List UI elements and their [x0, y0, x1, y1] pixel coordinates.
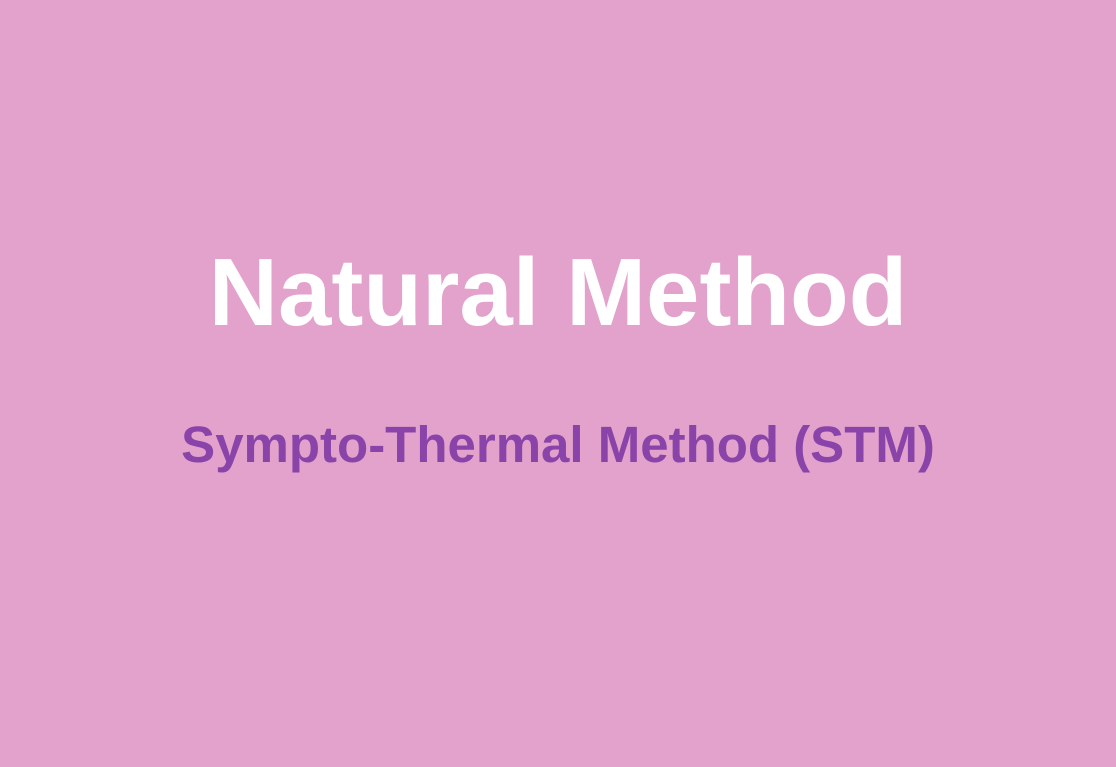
- slide-subtitle: Sympto-Thermal Method (STM): [181, 416, 935, 473]
- slide-title: Natural Method: [208, 239, 908, 346]
